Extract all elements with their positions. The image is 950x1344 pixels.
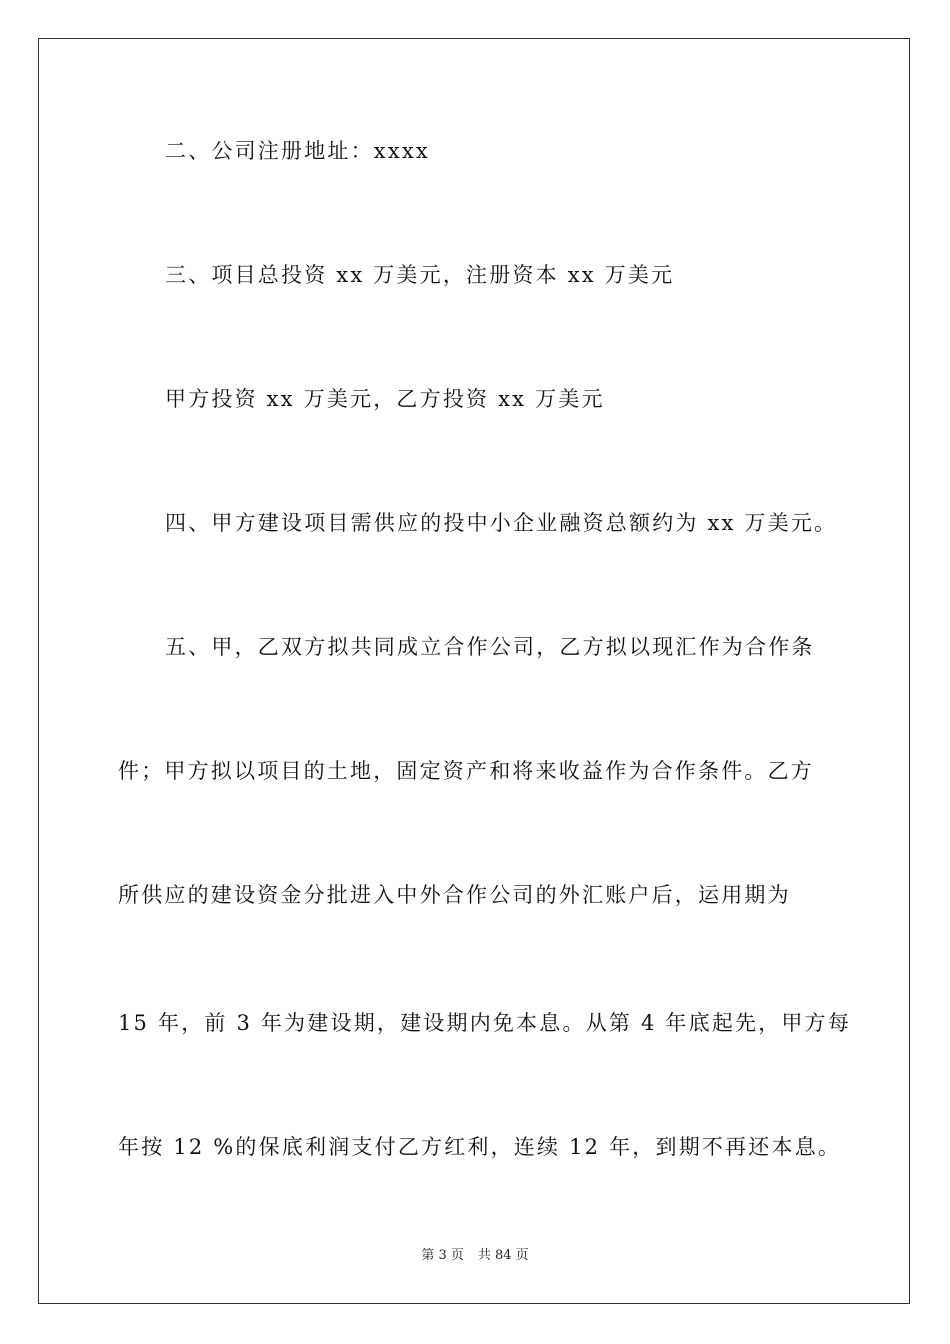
paragraph-line: 年按 12 %的保底利润支付乙方红利，连续 12 年，到期不再还本息。 <box>118 1135 842 1159</box>
page-number-current: 第 3 页 <box>421 1248 464 1263</box>
paragraph-line: 件；甲方拟以项目的土地，固定资产和将来收益作为合作条件。乙方 <box>118 759 814 783</box>
page-number-total: 共 84 页 <box>477 1248 529 1263</box>
paragraph-line: 五、甲，乙双方拟共同成立合作公司，乙方拟以现汇作为合作条 <box>165 635 815 659</box>
page-frame <box>38 38 910 1304</box>
paragraph-line: 二、公司注册地址：xxxx <box>165 139 430 163</box>
paragraph-line: 三、项目总投资 xx 万美元，注册资本 xx 万美元 <box>165 263 675 287</box>
paragraph-line: 所供应的建设资金分批进入中外合作公司的外汇账户后，运用期为 <box>118 883 791 907</box>
paragraph-line: 甲方投资 xx 万美元，乙方投资 xx 万美元 <box>165 387 605 411</box>
paragraph-line: 15 年，前 3 年为建设期，建设期内免本息。从第 4 年底起先，甲方每 <box>118 1011 852 1035</box>
paragraph-line: 四、甲方建设项目需供应的投中小企业融资总额约为 xx 万美元。 <box>165 511 838 535</box>
page-footer <box>0 1248 950 1264</box>
